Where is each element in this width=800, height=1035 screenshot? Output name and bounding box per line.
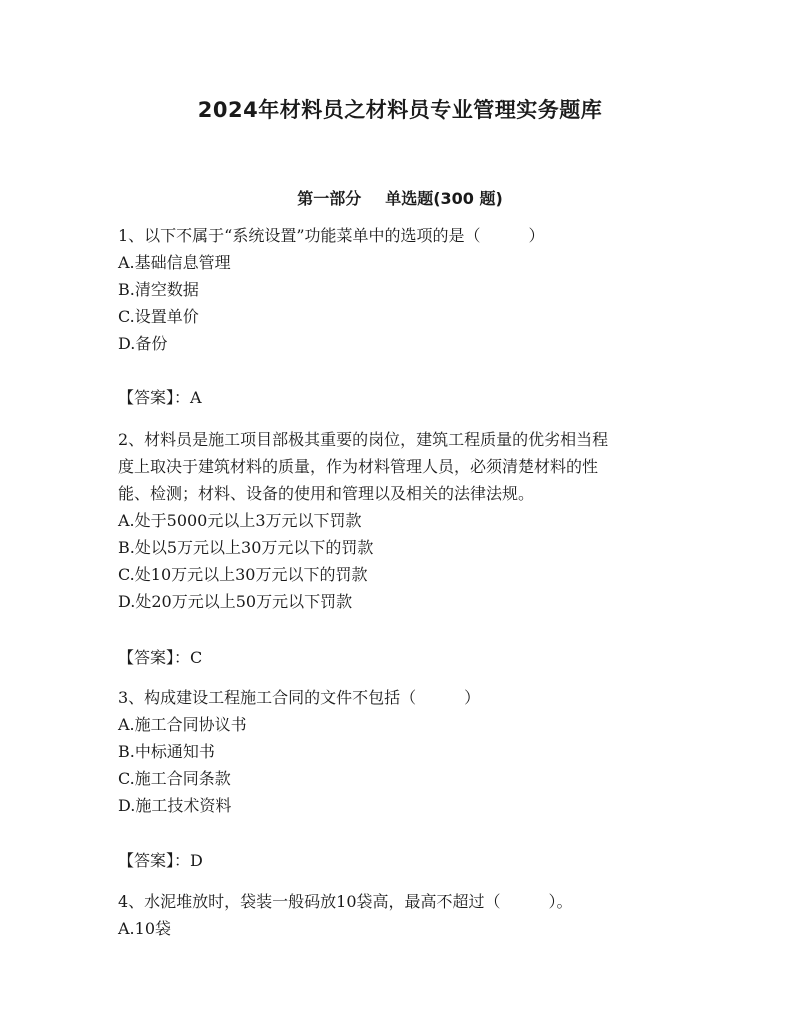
- question-stem-line-2: 度上取决于建筑材料的质量，作为材料管理人员，必须清楚材料的性: [118, 457, 599, 476]
- answer-2: 【答案】：C: [118, 648, 203, 667]
- option-c: C.处10万元以上30万元以下的罚款: [118, 565, 368, 584]
- question-3: [118, 684, 678, 819]
- option-d: D.处20万元以上50万元以下罚款: [118, 592, 353, 611]
- question-2: [118, 426, 678, 615]
- section-heading-text: 单选题(300 题): [385, 189, 503, 208]
- option-b: B.中标通知书: [118, 742, 215, 761]
- question-1: [118, 222, 678, 357]
- answer-1: 【答案】：A: [118, 388, 202, 407]
- option-c: C.施工合同条款: [118, 769, 231, 788]
- option-a: A.施工合同协议书: [118, 715, 247, 734]
- question-stem-line-1: 2、材料员是施工项目部极其重要的岗位，建筑工程质量的优劣相当程: [118, 430, 609, 449]
- question-stem-line-3: 能、检测；材料、设备的使用和管理以及相关的法律法规。: [118, 484, 535, 503]
- answer-3: 【答案】：D: [118, 851, 203, 870]
- question-4: [118, 888, 678, 942]
- question-stem: 3、构成建设工程施工合同的文件不包括（ ）: [118, 688, 481, 707]
- option-d: D.施工技术资料: [118, 796, 232, 815]
- option-c: C.设置单价: [118, 307, 199, 326]
- document-title: 2024年材料员之材料员专业管理实务题库: [197, 98, 603, 122]
- option-b: B.清空数据: [118, 280, 199, 299]
- option-a: A.处于5000元以上3万元以下罚款: [118, 511, 362, 530]
- option-a: A.10袋: [118, 919, 172, 938]
- question-stem: 4、水泥堆放时，袋装一般码放10袋高，最高不超过（ ）。: [118, 892, 573, 911]
- question-stem: 1、以下不属于“系统设置”功能菜单中的选项的是（ ）: [118, 226, 545, 245]
- option-a: A.基础信息管理: [118, 253, 231, 272]
- section-part: 第一部分: [297, 189, 362, 208]
- option-d: D.备份: [118, 334, 168, 353]
- option-b: B.处以5万元以上30万元以下的罚款: [118, 538, 374, 557]
- section-heading: [0, 186, 800, 209]
